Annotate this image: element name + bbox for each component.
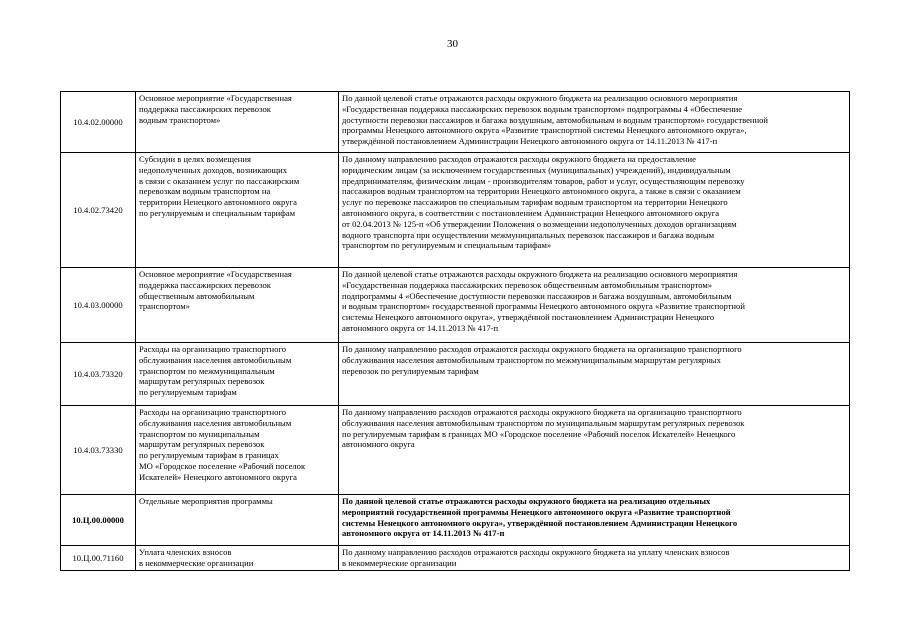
table-row bbox=[61, 92, 850, 153]
table-row bbox=[61, 153, 850, 268]
table-row bbox=[61, 546, 850, 571]
budget-classification-table bbox=[60, 91, 850, 571]
row-name: Расходы на организацию транспортного обслуживания населения автомобильным транспортом по муниципальным маршрутам регулярных перевозок по регулируемым тарифам в границах МО «Городское поселение «Рабочий поселок Искателей» Ненецкого автономного округа bbox=[136, 406, 339, 495]
table-row bbox=[61, 268, 850, 343]
row-name: Расходы на организацию транспортного обслуживания населения автомобильным транспортом по межмуниципальным маршрутам регулярных перевозок по регулируемым тарифам bbox=[136, 343, 339, 406]
row-code: 10.4.03.00000 bbox=[61, 268, 136, 343]
row-name: Отдельные мероприятия программы bbox=[136, 495, 339, 546]
row-name: Основное мероприятие «Государственная поддержка пассажирских перевозок общественным автомобильным транспортом» bbox=[136, 268, 339, 343]
row-description: По данному направлению расходов отражаются расходы окружного бюджета на организацию транспортного обслуживания населения автомобильным транспортом по межмуниципальным маршрутам регулярных перевозок по регулируемым тарифам bbox=[339, 343, 850, 406]
row-description: По данному направлению расходов отражаются расходы окружного бюджета на организацию транспортного обслуживания населения автомобильным транспортом по муниципальным маршрутам регулярных перевозок по регулируемым тарифам в границах МО «Городское поселение «Рабочий поселок Искателей» Ненецкого автономного округа bbox=[339, 406, 850, 495]
row-description: По данной целевой статье отражаются расходы окружного бюджета на реализацию основного мероприятия «Государственная поддержка пассажирских перевозок общественным автомобильным транспортом» подпрограммы 4 «Обеспечение доступности перевозки пассажиров и багажа воздушным, автомобильным и водным транспортом» государственной программы Ненецкого автономного округа «Развитие транспортной системы Ненецкого автономного округа», утверждённой постановлением Администрации Ненецкого автономного округа от 14.11.2013 № 417-п bbox=[339, 268, 850, 343]
row-description: По данной целевой статье отражаются расходы окружного бюджета на реализацию отдельных мероприятий государственной программы Ненецкого автономного округа «Развитие транспортной системы Ненецкого автономного округа», утверждённой постановлением Администрации Ненецкого автономного округа от 14.11.2013 № 417-п bbox=[339, 495, 850, 546]
row-name: Основное мероприятие «Государственная поддержка пассажирских перевозок водным транспортом» bbox=[136, 92, 339, 153]
row-code: 10.4.02.73420 bbox=[61, 153, 136, 268]
row-description: По данному направлению расходов отражаются расходы окружного бюджета на уплату членских взносов в некоммерческие организации bbox=[339, 546, 850, 571]
page-number: 30 bbox=[447, 38, 458, 50]
table-row bbox=[61, 495, 850, 546]
row-description: По данному направлению расходов отражаются расходы окружного бюджета на предоставление юридическим лицам (за исключением государственных (муниципальных) учреждений), индивидуальным предпринимателям, физическим лицам - производителям товаров, работ и услуг, осуществляющим перевозку пассажиров водным транспортом на территории Ненецкого автономного округа, а также в связи с оказанием услуг по перевозке пассажиров по специальным тарифам водным транспортом на территории Ненецкого автономного округа, в соответствии с постановлением Администрации Ненецкого автономного округа от 02.04.2013 № 125-п «Об утверждении Положения о возмещении недополученных доходов организациям водного транспорта при осуществлении межмуниципальных перевозок пассажиров и багажа водным транспортом по регулируемым и специальным тарифам» bbox=[339, 153, 850, 268]
row-code: 10.4.02.00000 bbox=[61, 92, 136, 153]
row-code: 10.Ц.00.00000 bbox=[61, 495, 136, 546]
row-name: Субсидии в целях возмещения недополученных доходов, возникающих в связи с оказанием услуг по пассажирским перевозкам водным транспортом на территории Ненецкого автономного округа по регулируемым и специальным тарифам bbox=[136, 153, 339, 268]
table-row bbox=[61, 406, 850, 495]
row-code: 10.4.03.73330 bbox=[61, 406, 136, 495]
row-description: По данной целевой статье отражаются расходы окружного бюджета на реализацию основного мероприятия «Государственная поддержка пассажирских перевозок водным транспортом» подпрограммы 4 «Обеспечение доступности перевозки пассажиров и багажа воздушным, автомобильным и водным транспортом» государственной программы Ненецкого автономного округа «Развитие транспортной системы Ненецкого автономного округа», утверждённой постановлением Администрации Ненецкого автономного округа от 14.11.2013 № 417-п bbox=[339, 92, 850, 153]
table-row bbox=[61, 343, 850, 406]
row-name: Уплата членских взносов в некоммерческие организации bbox=[136, 546, 339, 571]
row-code: 10.Ц.00.71160 bbox=[61, 546, 136, 571]
row-code: 10.4.03.73320 bbox=[61, 343, 136, 406]
